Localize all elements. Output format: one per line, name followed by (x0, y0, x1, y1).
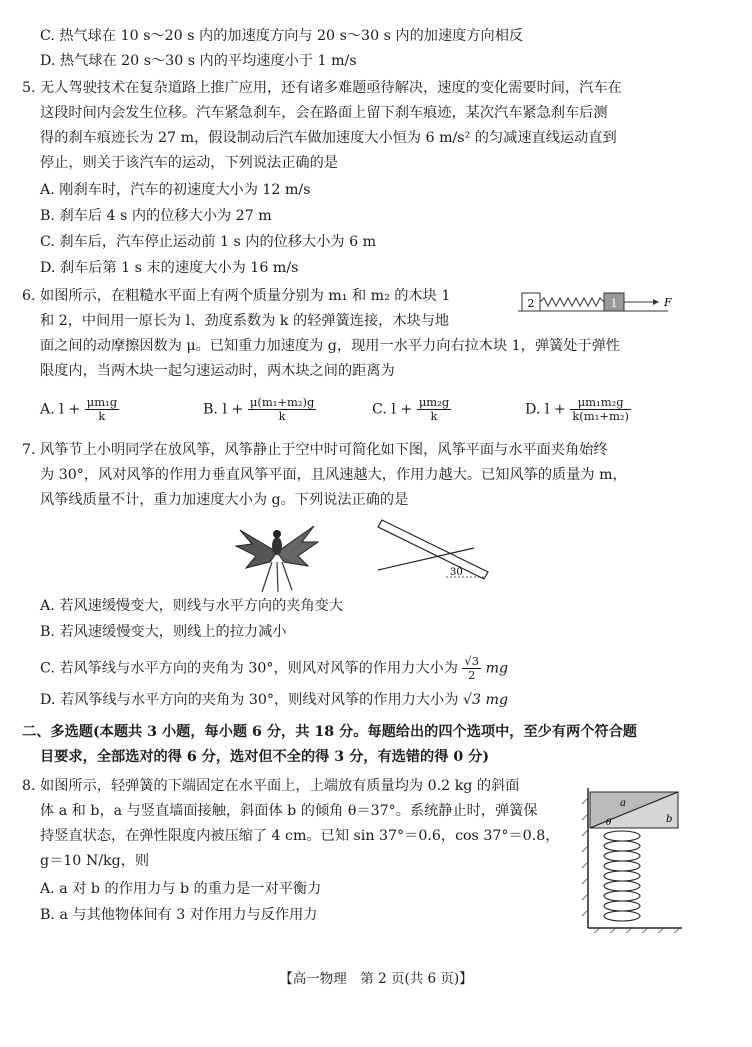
q8-option-b: B. a 与其他物体间有 3 对作用力与反作用力 (40, 907, 318, 923)
q8-stem-line1: 8. 如图所示，轻弹簧的下端固定在水平面上，上端放有质量均为 0.2 kg 的斜面 (22, 778, 520, 794)
q6-option-d-prefix: D. l + (525, 401, 566, 418)
q7-option-a: A. 若风速缓慢变大，则线与水平方向的夹角变大 (40, 598, 344, 614)
q4-option-c: C. 热气球在 10 s～20 s 内的加速度方向与 20 s～30 s 内的加速度方向相反 (40, 28, 524, 44)
section2-header-line2: 目要求，全部选对的得 6 分，选对但不全的得 3 分，有选错的得 0 分) (40, 749, 490, 765)
wedge-b-label: b (666, 814, 673, 825)
kite-tail (262, 562, 292, 592)
q7-option-d-value: √3 mg (462, 692, 509, 708)
q8-stem-line2: 体 a 和 b，a 与竖直墙面接触，斜面体 b 的倾角 θ＝37°。系统静止时，弹簧保 (40, 803, 538, 819)
kite-force-diagram (376, 514, 496, 582)
q7-stem-line1: 7. 风筝节上小明同学在放风筝，风筝静止于空中时可简化如下图，风筝平面与水平面夹角始终 (22, 442, 608, 458)
q8-spring-wedge-figure (580, 784, 690, 934)
vertical-spring (604, 831, 640, 921)
angle-label: 30 (450, 567, 463, 578)
denominator: k (98, 409, 106, 423)
q7-stem-line3: 风筝线质量不计，重力加速度大小为 g。下列说法正确的是 (40, 492, 409, 508)
numerator: μm₁m₂g (570, 396, 631, 410)
q7-option-c-unit: mg (485, 660, 509, 677)
q5-stem-line3: 得的刹车痕迹长为 27 m，假设制动后汽车做加速度大小恒为 6 m/s² 的匀减速直线运动直到 (40, 130, 617, 146)
numerator: √3 (464, 654, 480, 668)
denominator: 2 (468, 668, 476, 682)
kite-right-wing (277, 526, 318, 566)
q6-option-b (203, 396, 316, 423)
q6-stem-line2: 和 2，中间用一原长为 l、劲度系数为 k 的轻弹簧连接，木块与地 (40, 313, 450, 329)
block-2-label: 2 (527, 297, 535, 310)
q6-option-d (525, 396, 631, 423)
q7-option-d-text: D. 若风筝线与水平方向的夹角为 30°，则线对风筝的作用力大小为 (40, 692, 459, 708)
denominator: k(m₁+m₂) (572, 409, 629, 423)
q7-option-d (40, 690, 508, 710)
section2-header-line1: 二、多选题(本题共 3 小题，每小题 6 分，共 18 分。每题给出的四个选项中，至少有两个符合题 (22, 724, 637, 740)
q6-option-c (372, 396, 451, 423)
q6-stem-line3: 面之间的动摩擦因数为 μ。已知重力加速度为 g，现用一水平力向右拉木块 1，弹簧处于弹性 (40, 338, 620, 354)
block-1-label: 1 (610, 297, 618, 310)
q8-stem-line4: g＝10 N/kg，则 (40, 853, 150, 869)
kite-head (273, 530, 281, 538)
q5-stem-line1: 5. 无人驾驶技术在复杂道路上推广应用，还有诸多难题亟待解决，速度的变化需要时间，汽车在 (22, 80, 622, 96)
q5-option-d: D. 刹车后第 1 s 末的速度大小为 16 m/s (40, 260, 299, 276)
q6-option-a-prefix: A. l + (40, 401, 81, 418)
q5-option-b: B. 刹车后 4 s 内的位移大小为 27 m (40, 208, 272, 224)
q8-option-a: A. a 对 b 的作用力与 b 的重力是一对平衡力 (40, 881, 322, 897)
q5-stem-line4: 停止，则关于该汽车的运动，下列说法正确的是 (40, 155, 338, 171)
q8-stem-line3: 持竖直状态，在弹性限度内被压缩了 4 cm。已知 sin 37°＝0.6，cos 37°＝0.8， (40, 828, 560, 844)
q6-option-b-prefix: B. l + (203, 401, 244, 418)
q7-option-b: B. 若风速缓慢变大，则线上的拉力减小 (40, 624, 287, 640)
q6-option-b-fraction (248, 396, 316, 423)
spring (540, 298, 604, 306)
numerator: μm₁g (86, 395, 118, 409)
angle-theta-label: θ (606, 818, 612, 828)
q6-option-c-fraction (417, 396, 451, 423)
q6-stem-line1: 6. 如图所示，在粗糙水平面上有两个质量分别为 m₁ 和 m₂ 的木块 1 (22, 288, 451, 304)
q7-option-c (40, 655, 508, 682)
q7-stem-line2: 为 30°，风对风筝的作用力垂直风筝平面，且风速越大，作用力越大。已知风筝的质量为 m， (40, 467, 627, 483)
q5-option-a: A. 刚刹车时，汽车的初速度大小为 12 m/s (40, 182, 311, 198)
q6-option-d-fraction (570, 396, 631, 423)
denominator: k (278, 409, 286, 423)
wedge-a-label: a (620, 798, 626, 809)
page-footer: 【高一物理 第 2 页(共 6 页)】 (279, 971, 473, 987)
q6-option-a-fraction (85, 396, 119, 423)
force-label: F (664, 296, 672, 309)
kite-plane-bar (378, 520, 488, 579)
q6-spring-blocks-figure (518, 289, 678, 315)
wall-hatching (582, 798, 588, 916)
q7-option-c-fraction (462, 655, 481, 682)
denominator: k (430, 409, 438, 423)
kite-illustration (232, 516, 322, 594)
numerator: μ(m₁+m₂)g (249, 395, 315, 409)
q7-option-c-text: C. 若风筝线与水平方向的夹角为 30°，则风对风筝的作用力大小为 (40, 660, 458, 677)
q4-option-d: D. 热气球在 20 s～30 s 内的平均速度小于 1 m/s (40, 53, 357, 69)
force-arrowhead (653, 299, 659, 305)
q6-stem-line4: 限度内，当两木块一起匀速运动时，两木块之间的距离为 (40, 363, 395, 379)
q6-option-c-prefix: C. l + (372, 401, 413, 418)
kite-body (272, 537, 282, 555)
q5-option-c: C. 刹车后，汽车停止运动前 1 s 内的位移大小为 6 m (40, 234, 377, 250)
q5-stem-line2: 这段时间内会发生位移。汽车紧急刹车，会在路面上留下刹车痕迹，某次汽车紧急刹车后测 (40, 105, 608, 121)
kite-left-wing (236, 530, 277, 568)
q6-option-a (40, 396, 119, 423)
numerator: μm₂g (418, 395, 450, 409)
